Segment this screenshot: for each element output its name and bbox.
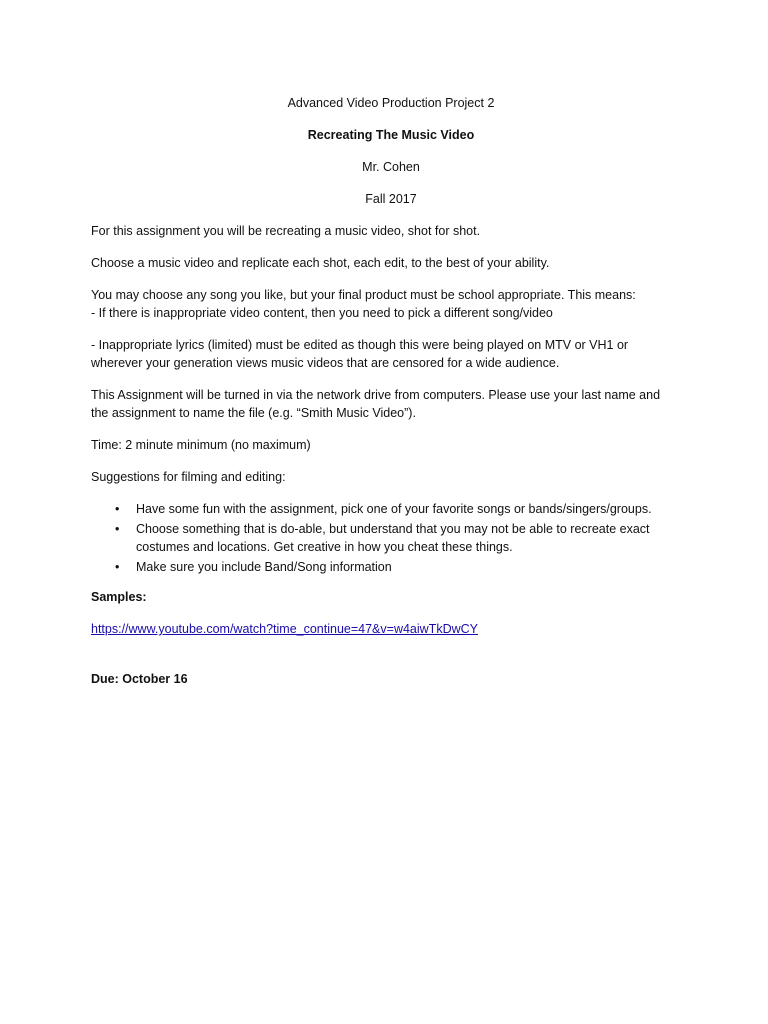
sample-link[interactable]: https://www.youtube.com/watch?time_continue=47&v=w4aiwTkDwCY	[91, 622, 478, 636]
list-item-text: Have some fun with the assignment, pick one of your favorite songs or bands/singers/groups.	[136, 502, 652, 516]
bullet-icon: •	[115, 502, 120, 516]
document-content	[91, 94, 691, 702]
list-item	[115, 558, 691, 576]
suggestions-heading: Suggestions for filming and editing:	[91, 470, 286, 484]
bullet-icon: •	[115, 560, 120, 574]
term: Fall 2017	[365, 192, 417, 206]
list-item-text: Choose something that is do-able, but understand that you may not be able to recreate exact	[136, 522, 650, 536]
list-item-text: Make sure you include Band/Song information	[136, 560, 392, 574]
samples-heading: Samples:	[91, 590, 147, 604]
list-item-text: costumes and locations. Get creative in how you cheat these things.	[136, 540, 513, 554]
content-rule-line: - If there is inappropriate video content, then you need to pick a different song/video	[91, 306, 553, 320]
due-date: Due: October 16	[91, 672, 188, 686]
instruction-paragraph: Choose a music video and replicate each shot, each edit, to the best of your ability.	[91, 256, 550, 270]
submission-line: This Assignment will be turned in via the network drive from computers. Please use your last name and	[91, 388, 661, 402]
assignment-title: Recreating The Music Video	[307, 128, 475, 142]
spacer	[91, 652, 691, 670]
intro-paragraph: For this assignment you will be recreating a music video, shot for shot.	[91, 224, 481, 238]
bullet-icon: •	[115, 522, 120, 536]
submission-paragraph	[91, 386, 691, 422]
suggestions-list	[91, 500, 691, 576]
song-choice-paragraph	[91, 286, 691, 322]
teacher-name: Mr. Cohen	[362, 160, 420, 174]
song-choice-line: You may choose any song you like, but your final product must be school appropriate. This means:	[91, 288, 636, 302]
list-item	[115, 500, 691, 518]
course-title: Advanced Video Production Project 2	[287, 96, 495, 110]
list-item	[115, 520, 691, 556]
lyrics-line: wherever your generation views music videos that are censored for a wide audience.	[91, 356, 560, 370]
time-paragraph: Time: 2 minute minimum (no maximum)	[91, 438, 311, 452]
lyrics-paragraph	[91, 336, 691, 372]
submission-line: the assignment to name the file (e.g. “Smith Music Video”).	[91, 406, 416, 420]
sample-link-paragraph	[91, 620, 691, 638]
lyrics-line: - Inappropriate lyrics (limited) must be edited as though this were being played on MTV or VH1 or	[91, 338, 629, 352]
